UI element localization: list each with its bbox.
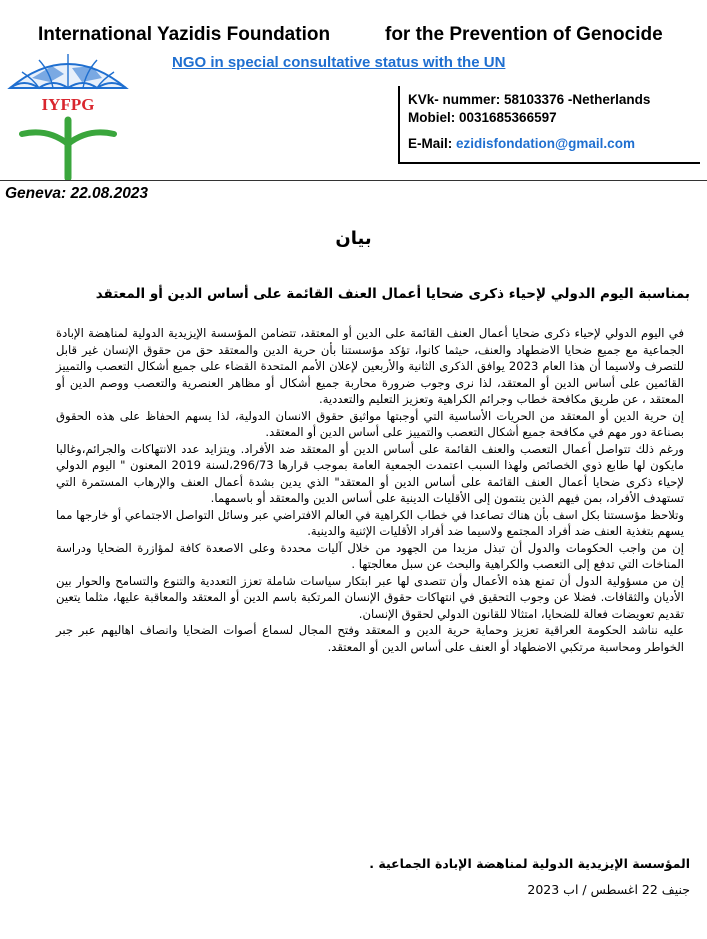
paragraph-2: إن حرية الدين أو المعتقد من الحريات الأساسية التي أوجبتها مواثيق حقوق الانسان الدولية، لذا يسهم الحفاظ على هذه الحقوق بصناعة دور مهم في مكافحة جميع أشكال التعصب والتمييز على أساس الدين أو المعتقد.	[56, 408, 684, 439]
mobile-number: Mobiel: 0031685366597	[408, 110, 557, 125]
header-divider	[0, 180, 707, 181]
iyfpg-logo	[2, 48, 134, 180]
location-date: Geneva: 22.08.2023	[5, 185, 149, 202]
paragraph-6: إن من مسؤولية الدول أن تمنع هذه الأعمال وأن تتصدى لها عبر ابتكار سياسات شاملة تعزز التعددية والتنوع والتسامح والحوار بين الأديان والثقافات. فضلا عن وجوب التحقيق في انتهاكات حقوق الإنسان المرتكبة باسم الدين أو المعتقد والمعاقبة عليها، مثلما يتعين تقديم تعويضات فعالة للضحايا، امتثالا للقانون الدولي لحقوق الإنسان.	[56, 573, 684, 621]
logo-text: IYFPG	[41, 95, 95, 114]
signature: المؤسسة الإيزيدية الدولية لمناهضة الإبادة الجماعية .	[369, 856, 690, 871]
email-line	[408, 136, 635, 151]
org-name-part2: for the Prevention of Genocide	[385, 24, 663, 45]
document-heading: بيان	[335, 228, 372, 249]
statement-body	[56, 325, 684, 655]
globe-umbrella-icon	[10, 54, 126, 88]
kvk-number: KVk- nummer: 58103376 -Netherlands	[408, 92, 651, 107]
org-name-part1: International Yazidis Foundation	[38, 24, 331, 45]
signature-date: جنيف 22 اغسطس / اب 2023	[527, 882, 690, 897]
paragraph-3: ورغم ذلك تتواصل أعمال التعصب والعنف القائمة على أساس الدين أو المعتقد ضد الأفراد. ويتزايد عدد الانتهاكات والجرائم،وغالبا مايكون لها طابع ذوي الخصائص ولهذا السبب اعتمدت الجمعية العامة بموجب قرارها 296/73،لسنة 2019 المعنون " اليوم الدولي لإحياء ذكرى ضحايا أعمال العنف القائمة على أساس الدين أو المعتقد" الذي يدين بشدة أعمال العنف والإرهاب المستمرة التي تستهدف الأفراد، بمن فيهم الذين ينتمون إلى الأقليات الدينية على أساس الدين والمعتقد أو باسمهما.	[56, 441, 684, 505]
paragraph-4: وتلاحظ مؤسستنا بكل اسف بأن هناك تصاعدا في خطاب الكراهية في العالم الافتراضي عبر وسائل التواصل الاجتماعي أو خارجها مما يسهم بتغذية العنف ضد أفراد المجتمع ولاسيما ضد أفراد الأقليات الإثنية والدينية.	[56, 507, 684, 538]
document-subtitle: بمناسبة اليوم الدولي لإحياء ذكرى ضحايا أعمال العنف القائمة على أساس الدين أو المعتقد	[95, 286, 690, 302]
email-label: E-Mail:	[408, 136, 457, 151]
paragraph-5: إن من واجب الحكومات والدول أن تبذل مزيدا من الجهود من خلال آليات محددة وعلى الاصعدة كافة لمؤازرة الضحايا ودراسة المناخات التي تدفع إلى التعصب والكراهية والبحث عن سبل معالجتها .	[56, 540, 684, 571]
email-link[interactable]: ezidisfondation@gmail.com	[456, 136, 635, 151]
contact-info-box	[398, 86, 700, 164]
paragraph-7: عليه نناشد الحكومة العراقية تعزيز وحماية حرية الدين و المعتقد وفتح المجال لسماع أصوات الضحايا وانصاف اهاليهم عبر جبر الخواطر ومحاسبة مرتكبي الاضطهاد أو العنف على أساس الدين أو المعتقد.	[56, 623, 684, 654]
figure-icon	[22, 120, 114, 178]
paragraph-1: في اليوم الدولي لإحياء ذكرى ضحايا أعمال العنف القائمة على الدين أو المعتقد، تتضامن المؤسسة الإيزيدية الدولية لمناهضة الإبادة الجماعية مع جميع ضحايا الاضطهاد والعنف، حيثما كانوا، تؤكد مؤسستنا بأن حرية الدين والمعتقد حق من حقوق الإنسان غير قابل للتصرف ولاسيما أن هذا العام 2023 يوافق الذكرى الثانية والأربعين لإعلان الأمم المتحدة القضاء على جميع أشكال التعصب والتمييز القائمين على أساس الدين أو المعتقد، لذا نرى وجوب ضرورة محاربة جميع أشكال أو مظاهر العنصرية والتعصب ووصم الدين أو المعتقد ، عن طريق مكافحة خطاب وجرائم الكراهية وتعزيز التعليم والتعددية.	[56, 326, 684, 406]
ngo-status-link[interactable]: NGO in special consultative status with the UN	[172, 54, 506, 71]
